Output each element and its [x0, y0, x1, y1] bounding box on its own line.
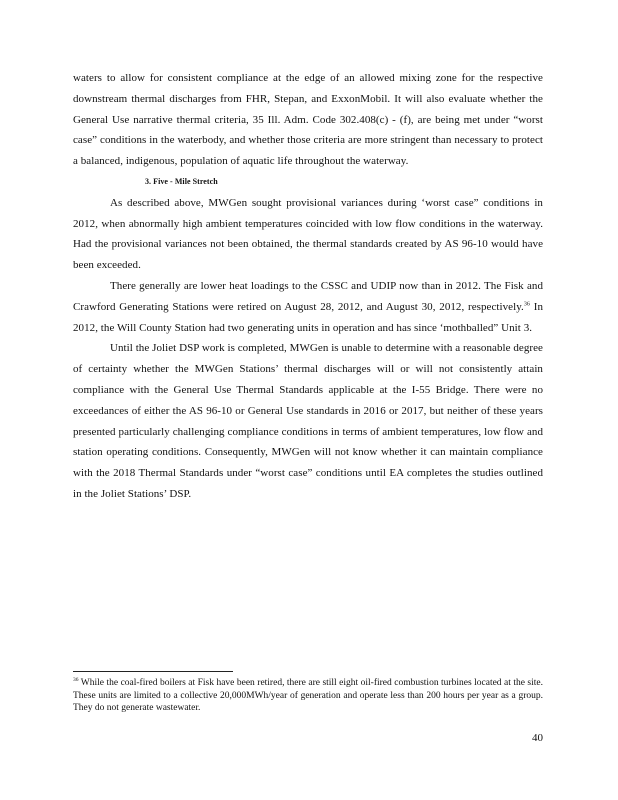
paragraph-2: As described above, MWGen sought provisional variances during ‘worst case” conditions in 2012, when abnormally high ambient temperatures coincided with low flow conditions in the waterway. Had the provisional variances not been obtained, the thermal standards created by AS 96-10 would have been exceeded.	[73, 196, 543, 272]
paragraph-1: waters to allow for consistent compliance at the edge of an allowed mixing zone for the respective downstream thermal discharges from FHR, Stepan, and ExxonMobil. It will also evaluate whether the General Use narrative thermal criteria, 35 Ill. Adm. Code 302.408(c) - (f), are being met under “worst case” conditions in the waterbody, and whether those criteria are more stringent than necessary to protect a balanced, indigenous, population of aquatic life throughout the waterway.	[73, 72, 543, 168]
paragraph-3-text-before: There generally are lower heat loadings to the CSSC and UDIP now than in 2012. The Fisk and Crawford Generating Stations were retired on August 28, 2012, and August 30, 2012, respectively.	[73, 279, 543, 313]
page-number: 40	[532, 732, 543, 744]
footnote	[73, 677, 543, 715]
paragraph-3	[73, 276, 543, 338]
footnote-reference[interactable]: 36	[523, 301, 530, 308]
paragraph-3-text-after: In 2012, the Will County Station had two generating units in operation and has since ‘mothballed” Unit 3.	[73, 300, 543, 334]
footnote-text: While the coal-fired boilers at Fisk have been retired, there are still eight oil-fired combustion turbines located at the site. These units are limited to a collective 20,000MWh/year of generation and operate less than 200 hours per year as a group. They do not generate wastewater.	[73, 678, 543, 714]
footnote-divider	[73, 671, 233, 672]
section-heading: 3. Five - Mile Stretch	[145, 176, 218, 186]
footnote-number: 36	[73, 676, 79, 683]
body-text	[73, 68, 543, 505]
paragraph-4: Until the Joliet DSP work is completed, MWGen is unable to determine with a reasonable degree of certainty whether the MWGen Stations’ thermal discharges will or will not consistently attain compliance with the General Use Thermal Standards applicable at the I-55 Bridge. There were no exceedances of either the AS 96-10 or General Use standards in 2016 or 2017, but neither of these years presented particularly challenging compliance conditions in terms of ambient temperatures, low flow and station operating conditions. Consequently, MWGen will not know whether it can maintain compliance with the 2018 Thermal Standards under “worst case” conditions until EA completes the studies outlined in the Joliet Stations’ DSP.	[73, 342, 543, 500]
